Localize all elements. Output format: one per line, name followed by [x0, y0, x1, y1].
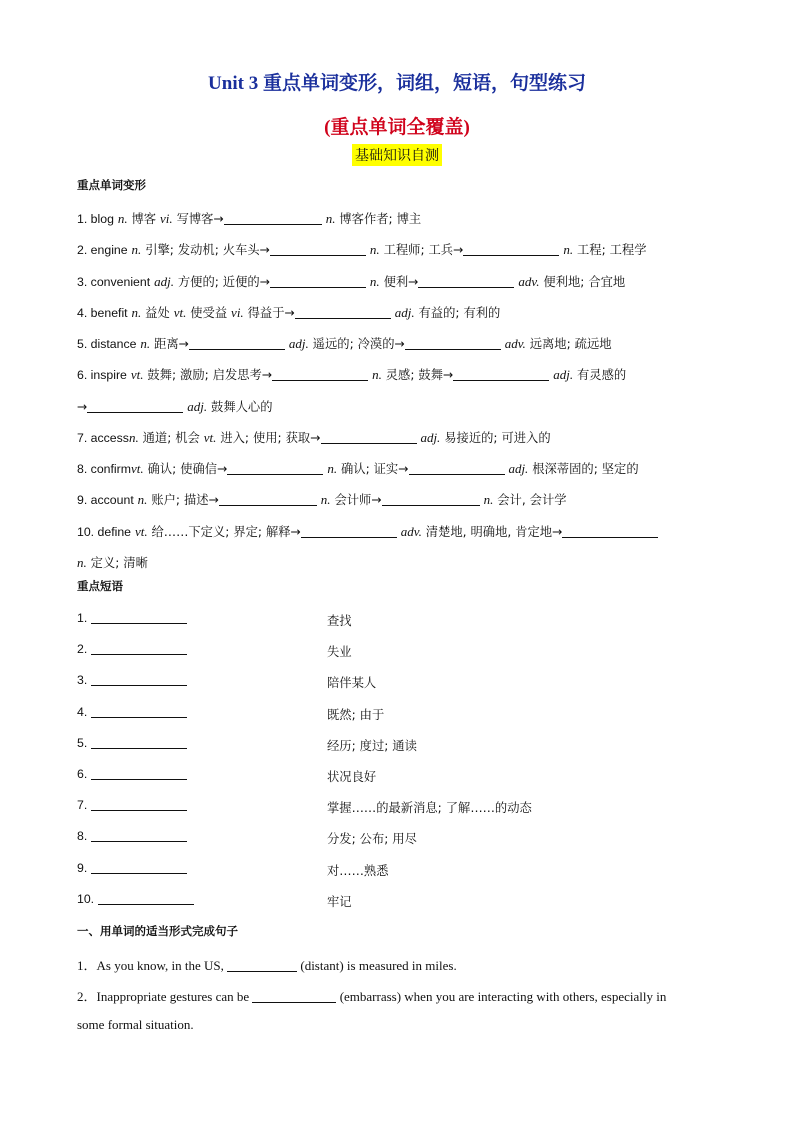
word-item: 2. engine n. 引擎; 发动机; 火车头→ n. 工程师; 工兵→ n. 工程; 工程学 — [77, 242, 647, 257]
phrase-meaning: 掌握……的最新消息; 了解……的动态 — [327, 801, 532, 815]
word-item-continued: → adj. 鼓舞人心的 — [77, 399, 273, 414]
badge-row — [0, 144, 794, 166]
phrase-item: 6. — [77, 767, 187, 781]
phrase-meaning: 牢记 — [327, 895, 352, 909]
page-subtitle: (重点单词全覆盖) — [324, 117, 470, 138]
phrase-item: 7. — [77, 798, 187, 812]
answer-blank[interactable] — [227, 959, 297, 972]
answer-blank[interactable] — [272, 368, 368, 381]
phrase-item: 3. — [77, 673, 187, 687]
answer-blank[interactable] — [301, 525, 397, 538]
answer-blank[interactable] — [91, 611, 187, 624]
page-title: Unit 3 重点单词变形，词组，短语，句型练习 — [208, 73, 586, 94]
section-heading-phrases: 重点短语 — [77, 579, 123, 593]
word-item: 5. distance n. 距离→ adj. 遥远的; 冷漠的→ adv. 远离地; 疏远地 — [77, 336, 612, 351]
answer-blank[interactable] — [295, 306, 391, 319]
phrase-meaning: 既然; 由于 — [327, 708, 385, 722]
answer-blank[interactable] — [219, 493, 317, 506]
section-heading-words: 重点单词变形 — [77, 178, 146, 192]
word-item-continued: n. 定义; 清晰 — [77, 555, 148, 570]
phrase-item: 4. — [77, 705, 187, 719]
answer-blank[interactable] — [405, 337, 501, 350]
answer-blank[interactable] — [270, 275, 366, 288]
word-item: 8. confirmvt. 确认; 使确信→ n. 确认; 证实→ adj. 根深蒂固的; 坚定的 — [77, 461, 639, 476]
answer-blank[interactable] — [321, 431, 417, 444]
answer-blank[interactable] — [91, 673, 187, 686]
answer-blank[interactable] — [98, 892, 194, 905]
phrase-item: 8. — [77, 829, 187, 843]
word-item: 10. define vt. 给……下定义; 界定; 解释→ adv. 清楚地, 明确地, 肯定地→ — [77, 522, 658, 540]
answer-blank[interactable] — [91, 798, 187, 811]
answer-blank[interactable] — [91, 861, 187, 874]
answer-blank[interactable] — [224, 212, 322, 225]
answer-blank[interactable] — [409, 462, 505, 475]
answer-blank[interactable] — [463, 243, 559, 256]
phrase-meaning: 陪伴某人 — [327, 676, 377, 690]
answer-blank[interactable] — [91, 705, 187, 718]
phrase-item: 10. — [77, 892, 194, 906]
answer-blank[interactable] — [87, 400, 183, 413]
highlight-badge: 基础知识自测 — [352, 144, 442, 166]
answer-blank[interactable] — [562, 525, 658, 538]
phrase-meaning: 经历; 度过; 通读 — [327, 739, 417, 753]
word-item: 1. blog n. 博客 vi. 写博客→ n. 博客作者; 博主 — [77, 211, 422, 226]
answer-blank[interactable] — [252, 990, 336, 1003]
answer-blank[interactable] — [91, 767, 187, 780]
answer-blank[interactable] — [270, 243, 366, 256]
phrase-meaning: 状况良好 — [327, 770, 377, 784]
phrase-meaning: 分发; 公布; 用尽 — [327, 832, 417, 846]
answer-blank[interactable] — [189, 337, 285, 350]
phrase-meaning: 查找 — [327, 614, 352, 628]
answer-blank[interactable] — [453, 368, 549, 381]
exercise-sentence: 2．Inappropriate gestures can be (embarrass) when you are interacting with others, especially in — [77, 989, 667, 1004]
answer-blank[interactable] — [382, 493, 480, 506]
exercise-sentence: 1．As you know, in the US, (distant) is measured in miles. — [77, 958, 457, 973]
word-item: 3. convenient adj. 方便的; 近便的→ n. 便利→ adv. 便利地; 合宜地 — [77, 274, 626, 289]
word-item: 7. accessn. 通道; 机会 vt. 进入; 使用; 获取→ adj. 易接近的; 可进入的 — [77, 430, 551, 445]
answer-blank[interactable] — [91, 829, 187, 842]
phrase-item: 5. — [77, 736, 187, 750]
answer-blank[interactable] — [91, 642, 187, 655]
phrase-item: 1. — [77, 611, 187, 625]
exercise-sentence-continued: some formal situation. — [77, 1017, 194, 1032]
phrase-meaning: 失业 — [327, 645, 352, 659]
answer-blank[interactable] — [91, 736, 187, 749]
phrase-item: 2. — [77, 642, 187, 656]
answer-blank[interactable] — [418, 275, 514, 288]
section-heading-sentences: 一、用单词的适当形式完成句子 — [77, 924, 238, 938]
phrase-meaning: 对……熟悉 — [327, 864, 389, 878]
word-item: 4. benefit n. 益处 vt. 使受益 vi. 得益于→ adj. 有益的; 有利的 — [77, 305, 501, 320]
word-item: 6. inspire vt. 鼓舞; 激励; 启发思考→ n. 灵感; 鼓舞→ adj. 有灵感的 — [77, 367, 627, 382]
phrase-item: 9. — [77, 861, 187, 875]
answer-blank[interactable] — [227, 462, 323, 475]
word-item: 9. account n. 账户; 描述→ n. 会计师→ n. 会计, 会计学 — [77, 492, 567, 507]
